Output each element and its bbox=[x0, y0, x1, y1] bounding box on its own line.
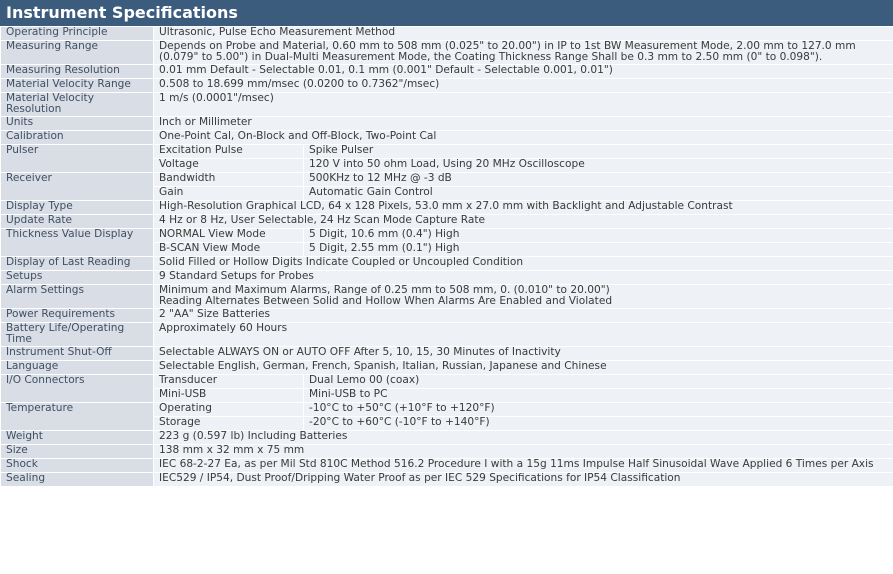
spec-label: I/O Connectors bbox=[1, 375, 154, 403]
spec-sub-value: Spike Pulser bbox=[304, 145, 893, 159]
table-row bbox=[1, 93, 893, 117]
table-row bbox=[1, 173, 893, 187]
spec-label: Temperature bbox=[1, 403, 154, 431]
spec-value-line: Reading Alternates Between Solid and Hollow When Alarms Are Enabled and Violated bbox=[159, 295, 613, 307]
spec-label: Update Rate bbox=[1, 215, 154, 229]
spec-sub-value: Dual Lemo 00 (coax) bbox=[304, 375, 893, 389]
spec-label: Setups bbox=[1, 271, 154, 285]
table-row bbox=[1, 271, 893, 285]
table-row bbox=[1, 27, 893, 41]
spec-value: 223 g (0.597 lb) Including Batteries bbox=[154, 431, 893, 445]
spec-sub-value: -20°C to +60°C (-10°F to +140°F) bbox=[304, 417, 893, 431]
spec-label: Size bbox=[1, 445, 154, 459]
spec-label: Measuring Resolution bbox=[1, 65, 154, 79]
spec-value: One-Point Cal, On-Block and Off-Block, Two-Point Cal bbox=[154, 131, 893, 145]
table-row bbox=[1, 361, 893, 375]
spec-value bbox=[154, 41, 893, 65]
spec-value: IEC529 / IP54, Dust Proof/Dripping Water Proof as per IEC 529 Specifications for IP54 Classification bbox=[154, 473, 893, 487]
spec-label: Material Velocity Range bbox=[1, 79, 154, 93]
spec-value: 0.01 mm Default - Selectable 0.01, 0.1 mm (0.001" Default - Selectable 0.001, 0.01") bbox=[154, 65, 893, 79]
table-row bbox=[1, 201, 893, 215]
table-row bbox=[1, 323, 893, 347]
spec-label: Pulser bbox=[1, 145, 154, 173]
spec-value-line: Depends on Probe and Material, 0.60 mm to 508 mm (0.025" to 20.00") in IP to 1st BW Measurement Mode, 2.00 mm to 127.0 mm bbox=[159, 40, 856, 52]
spec-sub-label: NORMAL View Mode bbox=[154, 229, 304, 243]
spec-value: 9 Standard Setups for Probes bbox=[154, 271, 893, 285]
spec-label-line: Resolution bbox=[6, 103, 62, 115]
spec-sub-label: Storage bbox=[154, 417, 304, 431]
table-row bbox=[1, 431, 893, 445]
spec-sub-label: B-SCAN View Mode bbox=[154, 243, 304, 257]
table-title: Instrument Specifications bbox=[0, 0, 893, 26]
specifications-table bbox=[0, 26, 893, 487]
spec-sub-value: 5 Digit, 2.55 mm (0.1") High bbox=[304, 243, 893, 257]
spec-value bbox=[154, 285, 893, 309]
spec-sub-value: 120 V into 50 ohm Load, Using 20 MHz Oscilloscope bbox=[304, 159, 893, 173]
table-row bbox=[1, 403, 893, 417]
table-row bbox=[1, 459, 893, 473]
spec-value: 138 mm x 32 mm x 75 mm bbox=[154, 445, 893, 459]
spec-sub-label: Operating bbox=[154, 403, 304, 417]
table-row bbox=[1, 473, 893, 487]
table-row bbox=[1, 131, 893, 145]
table-row bbox=[1, 229, 893, 243]
spec-label-line: Battery Life/Operating bbox=[6, 322, 125, 334]
spec-label: Instrument Shut-Off bbox=[1, 347, 154, 361]
table-row bbox=[1, 145, 893, 159]
spec-label: Alarm Settings bbox=[1, 285, 154, 309]
table-row bbox=[1, 79, 893, 93]
spec-label: Display Type bbox=[1, 201, 154, 215]
spec-sub-value: Mini-USB to PC bbox=[304, 389, 893, 403]
spec-value: Solid Filled or Hollow Digits Indicate Coupled or Uncoupled Condition bbox=[154, 257, 893, 271]
table-row bbox=[1, 285, 893, 309]
spec-label: Operating Principle bbox=[1, 27, 154, 41]
table-row bbox=[1, 309, 893, 323]
spec-sub-label: Gain bbox=[154, 187, 304, 201]
table-row bbox=[1, 347, 893, 361]
spec-sub-value: 5 Digit, 10.6 mm (0.4") High bbox=[304, 229, 893, 243]
spec-label bbox=[1, 323, 154, 347]
spec-sub-value: Automatic Gain Control bbox=[304, 187, 893, 201]
spec-label: Receiver bbox=[1, 173, 154, 201]
spec-label-line: Time bbox=[6, 333, 32, 345]
table-row bbox=[1, 215, 893, 229]
table-row bbox=[1, 445, 893, 459]
spec-sub-label: Excitation Pulse bbox=[154, 145, 304, 159]
spec-label: Sealing bbox=[1, 473, 154, 487]
spec-label: Calibration bbox=[1, 131, 154, 145]
spec-sub-value: 500KHz to 12 MHz @ -3 dB bbox=[304, 173, 893, 187]
spec-sub-label: Transducer bbox=[154, 375, 304, 389]
spec-label: Shock bbox=[1, 459, 154, 473]
spec-value: 0.508 to 18.699 mm/msec (0.0200 to 0.7362"/msec) bbox=[154, 79, 893, 93]
spec-value: 4 Hz or 8 Hz, User Selectable, 24 Hz Scan Mode Capture Rate bbox=[154, 215, 893, 229]
spec-value: Selectable English, German, French, Spanish, Italian, Russian, Japanese and Chinese bbox=[154, 361, 893, 375]
spec-sub-value: -10°C to +50°C (+10°F to +120°F) bbox=[304, 403, 893, 417]
table-row bbox=[1, 41, 893, 65]
spec-sub-label: Bandwidth bbox=[154, 173, 304, 187]
spec-label: Display of Last Reading bbox=[1, 257, 154, 271]
spec-sub-label: Mini-USB bbox=[154, 389, 304, 403]
spec-sub-label: Voltage bbox=[154, 159, 304, 173]
spec-value-line: Minimum and Maximum Alarms, Range of 0.25 mm to 508 mm, 0. (0.010" to 20.00") bbox=[159, 284, 610, 296]
spec-value: Selectable ALWAYS ON or AUTO OFF After 5, 10, 15, 30 Minutes of Inactivity bbox=[154, 347, 893, 361]
spec-value: Approximately 60 Hours bbox=[154, 323, 893, 347]
spec-value: 2 "AA" Size Batteries bbox=[154, 309, 893, 323]
spec-label: Measuring Range bbox=[1, 41, 154, 65]
spec-value-line: (0.079" to 5.00") in Dual-Multi Measurement Mode, the Coating Thickness Range Shall be 0.3 mm to 2.50 mm (0" to 0.098"). bbox=[159, 51, 823, 63]
table-row bbox=[1, 375, 893, 389]
spec-label-line: Material Velocity bbox=[6, 92, 94, 104]
spec-label bbox=[1, 93, 154, 117]
spec-value: 1 m/s (0.0001"/msec) bbox=[154, 93, 893, 117]
spec-label: Power Requirements bbox=[1, 309, 154, 323]
spec-value: IEC 68-2-27 Ea, as per Mil Std 810C Method 516.2 Procedure I with a 15g 11ms Impulse Half Sinusoidal Wave Applied 6 Times per Axis bbox=[154, 459, 893, 473]
table-row bbox=[1, 117, 893, 131]
table-row bbox=[1, 257, 893, 271]
spec-value: High-Resolution Graphical LCD, 64 x 128 Pixels, 53.0 mm x 27.0 mm with Backlight and Adjustable Contrast bbox=[154, 201, 893, 215]
spec-value: Inch or Millimeter bbox=[154, 117, 893, 131]
spec-label: Weight bbox=[1, 431, 154, 445]
table-row bbox=[1, 65, 893, 79]
spec-label: Units bbox=[1, 117, 154, 131]
spec-value: Ultrasonic, Pulse Echo Measurement Method bbox=[154, 27, 893, 41]
spec-label: Thickness Value Display bbox=[1, 229, 154, 257]
spec-label: Language bbox=[1, 361, 154, 375]
